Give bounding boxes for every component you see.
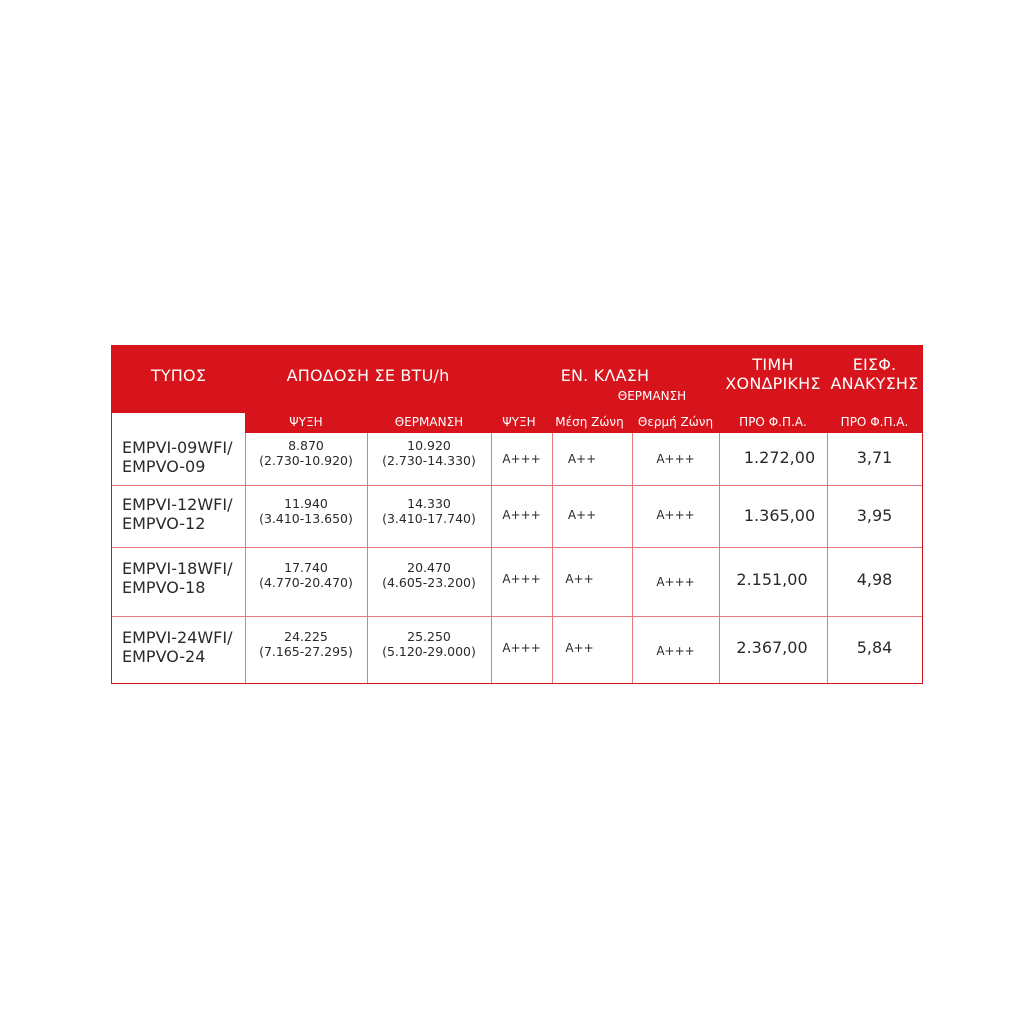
header-recycle-line1: ΕΙΣΦ. — [852, 355, 897, 374]
header-performance: ΑΠΟΔΟΣΗ ΣΕ BTU/h — [286, 366, 450, 385]
heating-value: 10.920 — [407, 438, 451, 453]
class-cooling: A+++ — [502, 572, 541, 586]
header-price-line2: ΧΟΝΔΡΙΚΗΣ — [725, 374, 821, 393]
class-warm-zone: A+++ — [656, 575, 695, 589]
heating-capacity — [367, 438, 491, 468]
heating-range: (3.410-17.740) — [382, 511, 476, 526]
heating-capacity — [367, 629, 491, 659]
model-line1: EMPVI-18WFI/ — [122, 559, 233, 578]
recycle-fee: 3,71 — [856, 448, 893, 467]
heating-range: (4.605-23.200) — [382, 575, 476, 590]
cooling-value: 17.740 — [284, 560, 328, 575]
wholesale-price: 2.367,00 — [736, 638, 808, 657]
heating-value: 20.470 — [407, 560, 451, 575]
row-divider — [112, 616, 922, 617]
class-cooling: A+++ — [502, 641, 541, 655]
header-type: ΤΥΠΟΣ — [150, 366, 207, 385]
model-name — [122, 628, 233, 666]
cooling-range: (3.410-13.650) — [259, 511, 353, 526]
heating-capacity — [367, 496, 491, 526]
row-divider — [112, 547, 922, 548]
cooling-capacity — [245, 560, 367, 590]
model-line1: EMPVI-09WFI/ — [122, 438, 233, 457]
row-divider — [112, 485, 922, 486]
heating-value: 25.250 — [407, 629, 451, 644]
price-table — [111, 345, 923, 684]
class-mid-zone: A++ — [565, 572, 594, 586]
subheader-price-vat: ΠΡΟ Φ.Π.Α. — [739, 415, 807, 429]
heating-range: (2.730-14.330) — [382, 453, 476, 468]
wholesale-price: 1.272,00 — [743, 448, 816, 467]
class-mid-zone: A++ — [567, 452, 597, 466]
header-energy-class: ΕΝ. ΚΛΑΣΗ — [560, 366, 650, 385]
subheader-recycle-vat: ΠΡΟ Φ.Π.Α. — [840, 415, 909, 429]
header-recycle-line2: ΑΝΑΚΥΣΗΣ — [830, 374, 919, 393]
model-line2: EMPVO-12 — [122, 514, 206, 534]
cooling-capacity — [245, 438, 367, 468]
model-line2: EMPVO-18 — [122, 578, 206, 598]
cooling-value: 8.870 — [288, 438, 324, 453]
cooling-range: (2.730-10.920) — [259, 453, 353, 468]
header-heating-group: ΘΕΡΜΑΝΣΗ — [617, 389, 687, 403]
subheader-warm-zone: Θερμή Ζώνη — [637, 415, 714, 429]
model-name — [122, 559, 233, 597]
model-line1: EMPVI-12WFI/ — [122, 495, 233, 514]
subheader-mid-zone: Μέση Ζώνη — [555, 415, 624, 429]
model-line2: EMPVO-09 — [122, 457, 206, 477]
header-notch — [112, 413, 245, 433]
model-line2: EMPVO-24 — [122, 647, 206, 667]
header-price-line1: ΤΙΜΗ — [752, 355, 794, 374]
class-warm-zone: A+++ — [656, 508, 695, 522]
cooling-value: 11.940 — [284, 496, 328, 511]
class-mid-zone: A++ — [567, 508, 597, 522]
heating-value: 14.330 — [407, 496, 451, 511]
class-cooling: A+++ — [502, 452, 541, 466]
model-name — [122, 495, 233, 533]
model-name — [122, 438, 233, 476]
class-warm-zone: A+++ — [656, 452, 695, 466]
subheader-cooling: ΨΥΞΗ — [289, 415, 323, 429]
cooling-range: (4.770-20.470) — [259, 575, 353, 590]
heating-range: (5.120-29.000) — [382, 644, 476, 659]
subheader-heating: ΘΕΡΜΑΝΣΗ — [394, 415, 464, 429]
subheader-class-cooling: ΨΥΞΗ — [502, 415, 536, 429]
wholesale-price: 1.365,00 — [743, 506, 816, 525]
class-warm-zone: A+++ — [656, 644, 695, 658]
cooling-capacity — [245, 629, 367, 659]
class-mid-zone: A++ — [565, 641, 594, 655]
model-line1: EMPVI-24WFI/ — [122, 628, 233, 647]
heating-capacity — [367, 560, 491, 590]
recycle-fee: 4,98 — [856, 570, 893, 589]
recycle-fee: 3,95 — [856, 506, 893, 525]
class-cooling: A+++ — [502, 508, 541, 522]
wholesale-price: 2.151,00 — [736, 570, 808, 589]
cooling-range: (7.165-27.295) — [259, 644, 353, 659]
recycle-fee: 5,84 — [856, 638, 893, 657]
column-divider — [719, 433, 720, 683]
cooling-value: 24.225 — [284, 629, 328, 644]
cooling-capacity — [245, 496, 367, 526]
